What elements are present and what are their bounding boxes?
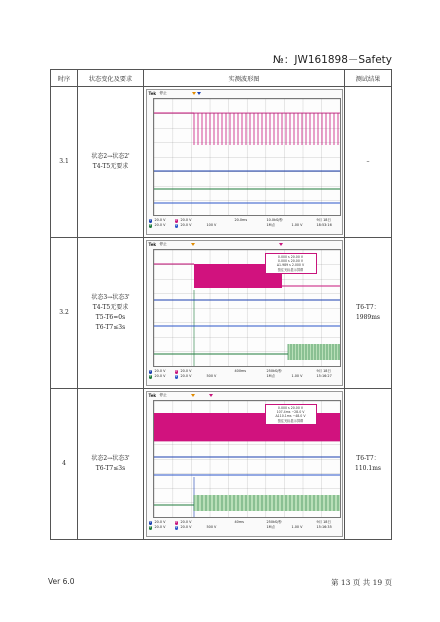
status-value: 100 V [206,223,217,227]
result-line: T6-T7： [356,455,380,462]
status-value: 20.0 V [154,223,166,227]
table-row [51,87,392,238]
ch1-badge-icon: 1 [149,218,152,222]
measure-line: 0.000 s 20.00 V [277,406,304,410]
page-number: 第 13 页 共 19 页 [330,578,392,587]
trigger-marker-icon [192,92,196,95]
status-value: 1.00 V [291,525,303,529]
measure-line: Δ1.989 s 2.000 V [276,263,305,268]
status-value: 15:16:35 [316,525,332,529]
status-value: 1.00 V [291,223,303,227]
status-value: 400ms [234,369,247,373]
seq-cell: 3.1 [51,87,78,238]
version-label: Ver 6.0 [48,577,75,586]
status-value: 9月 18日 [316,369,331,373]
measurement-box [265,253,317,274]
ch1-badge-icon: 1 [149,369,152,373]
table-header-row [51,70,392,87]
document-number: №：JW161898－Safety [272,54,392,66]
trigger-marker-icon [191,243,195,246]
requirement-line: T6-T7≤3s [95,465,126,472]
result-cell [345,238,392,389]
ch4-badge-icon: 4 [175,525,178,529]
measure-caption: 按住光标显示屏幕 [277,418,304,423]
measure-line: 0.000 s 20.00 V [277,259,304,264]
waveform-cell [144,87,345,238]
test-results-table [50,69,392,540]
requirement-line: 状态3→状态3' [91,294,130,301]
status-value: 20.0ms [234,218,248,222]
oscilloscope-screenshot [146,240,343,386]
status-value: 1M点 [266,525,275,529]
ch2-badge-icon: 2 [175,369,178,373]
scope-brand: Tek [148,90,157,96]
ch2-badge-icon: 2 [175,218,178,222]
status-value: 20.0 V [154,369,166,373]
status-value: 9月 18日 [316,218,331,222]
status-value: 20.0 V [180,218,192,222]
ch4-badge-icon: 4 [175,374,178,378]
ch1-badge-icon: 1 [149,520,152,524]
ch3-badge-icon: 3 [149,223,152,227]
trace-ch2-pulses [194,113,340,145]
scope-status-bar [149,520,340,535]
trigger-position-icon [197,92,201,95]
header-waveform: 实测波形图 [144,70,345,87]
status-row [149,374,340,379]
status-value: 500 V [206,374,217,378]
waveform-cell [144,389,345,540]
ch3-badge-icon: 3 [149,525,152,529]
scope-top-bar [147,241,342,247]
scope-state: 停止 [159,90,167,95]
header-seq: 时序 [51,70,78,87]
seq-cell: 4 [51,389,78,540]
scope-graticule [153,98,341,216]
status-value: 9月 18日 [316,520,331,524]
waveform-cell [144,238,345,389]
requirement-cell [78,238,144,389]
scope-brand: Tek [148,241,157,247]
status-value: 20.0 V [180,520,192,524]
status-value: 10.0kS/秒 [266,218,283,222]
cursor-marker-icon [209,394,213,397]
table-row [51,389,392,540]
status-value: 18:53:16 [316,223,332,227]
header-result: 测试结果 [345,70,392,87]
requirement-line: T5-T6=0s [95,314,126,321]
scope-status-bar [149,218,340,233]
status-value: 20.0 V [154,525,166,529]
status-value: 20.0 V [180,525,192,529]
status-value: 500 V [206,525,217,529]
scope-status-bar [149,369,340,384]
cursor-marker-icon [279,243,283,246]
scope-state: 停止 [159,241,167,246]
ch4-badge-icon: 4 [175,223,178,227]
requirement-line: T4-T5无要求 [92,304,129,311]
measurement-box [265,404,317,425]
result-line: 110.1ms [355,465,381,472]
waveform-traces [154,99,340,215]
status-value: 1.00 V [291,374,303,378]
measure-line: Δ110.1ms −48.0 V [275,414,306,419]
result-cell [345,87,392,238]
result-line: T6-T7：1989ms [355,304,381,321]
status-value: 1M点 [266,223,275,227]
requirement-line: 状态2→状态3' [91,455,130,462]
status-value: 20.0 V [154,520,166,524]
table-row [51,238,392,389]
ch2-badge-icon: 2 [175,520,178,524]
trigger-marker-icon [191,394,195,397]
status-value: 20.0 V [154,218,166,222]
requirement-cell [78,389,144,540]
header-requirement: 状态变化及要求 [78,70,144,87]
scope-state: 停止 [159,392,167,397]
status-value: 20.0 V [180,374,192,378]
result-cell [345,389,392,540]
measure-line: 107.4ms −28.0 V [276,410,305,415]
oscilloscope-screenshot [146,89,343,235]
requirement-line: T6-T7≤3s [95,324,126,331]
trace-ch3-burst [288,344,340,360]
status-value: 20.0 V [180,369,192,373]
scope-brand: Tek [148,392,157,398]
measure-line: 0.000 s 20.00 V [277,255,304,259]
requirement-line: 状态2→状态2' [91,153,130,160]
ch3-badge-icon: 3 [149,374,152,378]
seq-cell: 3.2 [51,238,78,389]
status-value: 20.0 V [180,223,192,227]
scope-top-bar [147,90,342,96]
status-value: 250kS/秒 [266,520,282,524]
status-row [149,223,340,228]
requirement-cell [78,87,144,238]
oscilloscope-screenshot [146,391,343,537]
status-value: 250kS/秒 [266,369,282,373]
status-row [149,525,340,530]
status-value: 40ms [234,520,244,524]
measure-caption: 按住光标显示屏幕 [277,267,304,272]
status-value: 15:16:27 [316,374,332,378]
scope-top-bar [147,392,342,398]
status-value: 20.0 V [154,374,166,378]
status-value: 1M点 [266,374,275,378]
requirement-line: T4-T5无要求 [92,163,129,170]
result-line: – [366,158,370,165]
